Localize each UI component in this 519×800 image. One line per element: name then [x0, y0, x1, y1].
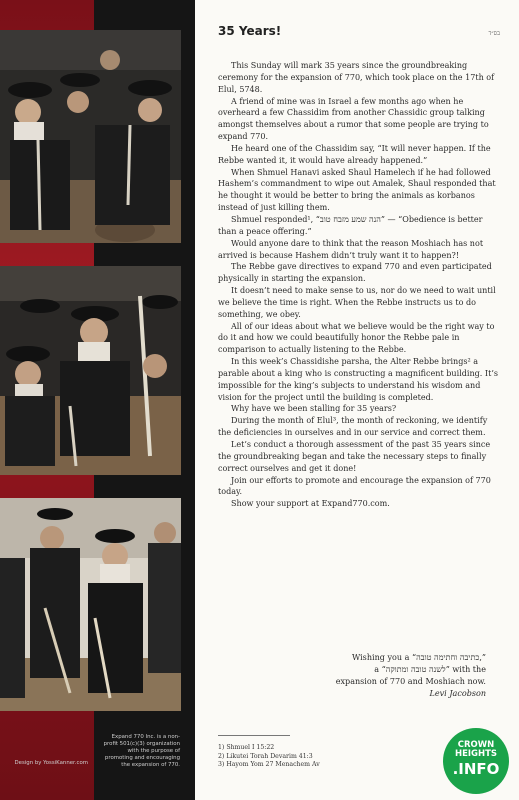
- footnote: 3) Hayom Yom 27 Menachem Av: [218, 761, 320, 769]
- paragraph: Let’s conduct a thorough assessment of the past 35 years since the groundbreaking began and take the necessary steps to finally correct ourselves and get it done!: [218, 440, 491, 473]
- groundbreaking-photo-2: [0, 266, 181, 475]
- paragraph: When Shmuel Hanavi asked Shaul Hamelech if he had followed Hashem’s commandment to wipe out Amalek, Shaul responded that he thought it would be better to bring the animals as korbanos instead of just killing them.: [218, 167, 496, 213]
- paragraph: Join our efforts to promote and encourage the expansion of 770 today.: [218, 475, 491, 497]
- paragraph: He heard one of the Chassidim say, “It will never happen. If the Rebbe wanted it, it would have already happened.”: [218, 143, 491, 165]
- closing-greeting: [300, 652, 486, 700]
- footnote-divider: [218, 735, 290, 736]
- paragraph: In this week’s Chassidishe parsha, the Alter Rebbe brings² a parable about a king who is constructing a magnificent building. It’s impossible for the king’s subjects to understand his wisdom and vision for the project until the building is completed.: [218, 357, 499, 402]
- design-credit: Design by YossiKanner.com: [14, 760, 88, 766]
- badge-line: .INFO: [452, 760, 500, 778]
- article-header: [218, 24, 500, 46]
- article-title: 35 Years!: [218, 24, 282, 38]
- footnote: 1) Shmuel I 15:22: [218, 744, 275, 751]
- paragraph: Would anyone dare to think that the reason Moshiach has not arrived is because Hashem didn’t truly want it to happen?!: [218, 238, 484, 260]
- closing-line: Wishing you a “כתיבה וחתימה טובה,”: [351, 653, 486, 662]
- badge-line: HEIGHTS: [454, 749, 498, 759]
- badge-line: CROWN: [457, 740, 495, 750]
- paragraph: It doesn’t need to make sense to us, nor do we need to wait until we believe the time is right. When the Rebbe instructs us to do something, we obey.: [218, 286, 496, 319]
- bsd-mark: בס״ד: [488, 30, 500, 37]
- closing-line: a “לשנה טובה ומתוקה” with the: [374, 664, 486, 674]
- photo-column: [0, 0, 195, 800]
- signature: Levi Jacobson: [429, 688, 486, 698]
- footnote: 2) Likutei Torah Devarim 41:3: [218, 752, 313, 760]
- paragraph: Show your support at Expand770.com.: [231, 499, 390, 509]
- paragraph: All of our ideas about what we believe would be the right way to do it and how we could beautifully honor the Rebbe pale in comparison to actually listening to the Rebbe.: [218, 321, 495, 355]
- nonprofit-disclaimer: Expand 770 Inc. is a non-profit 501(c)(3) organization with the purpose of promoting and encouraging the expansion of 770.: [103, 734, 180, 768]
- closing-line: expansion of 770 and Moshiach now.: [335, 676, 486, 686]
- crownheights-badge[interactable]: [443, 728, 509, 794]
- paragraph: Why have we been stalling for 35 years?: [231, 404, 397, 414]
- paragraph: The Rebbe gave directives to expand 770 and even participated physically in starting the expansion.: [218, 262, 492, 284]
- paragraph: Shmuel responded¹, “הנה שמע מזבח טוב” — “Obedience is better than a peace offering.”: [218, 214, 483, 236]
- paragraph: A friend of mine was in Israel a few months ago when he overheard a few Chassidim from another Chassidic group talking amongst themselves about a rumor that some people are trying to expand 770.: [218, 96, 489, 142]
- article: [218, 24, 500, 510]
- groundbreaking-photo-3: [0, 498, 181, 711]
- article-body: [218, 60, 500, 510]
- paragraph: This Sunday will mark 35 years since the groundbreaking ceremony for the expansion of 770, which took place on the 17th of Elul, 5748.: [218, 61, 495, 94]
- groundbreaking-photo-1: [0, 30, 181, 243]
- footnotes: [218, 744, 320, 770]
- paragraph: During the month of Elul³, the month of reckoning, we identify the deficiencies in ourselves and in our service and correct them.: [218, 416, 488, 438]
